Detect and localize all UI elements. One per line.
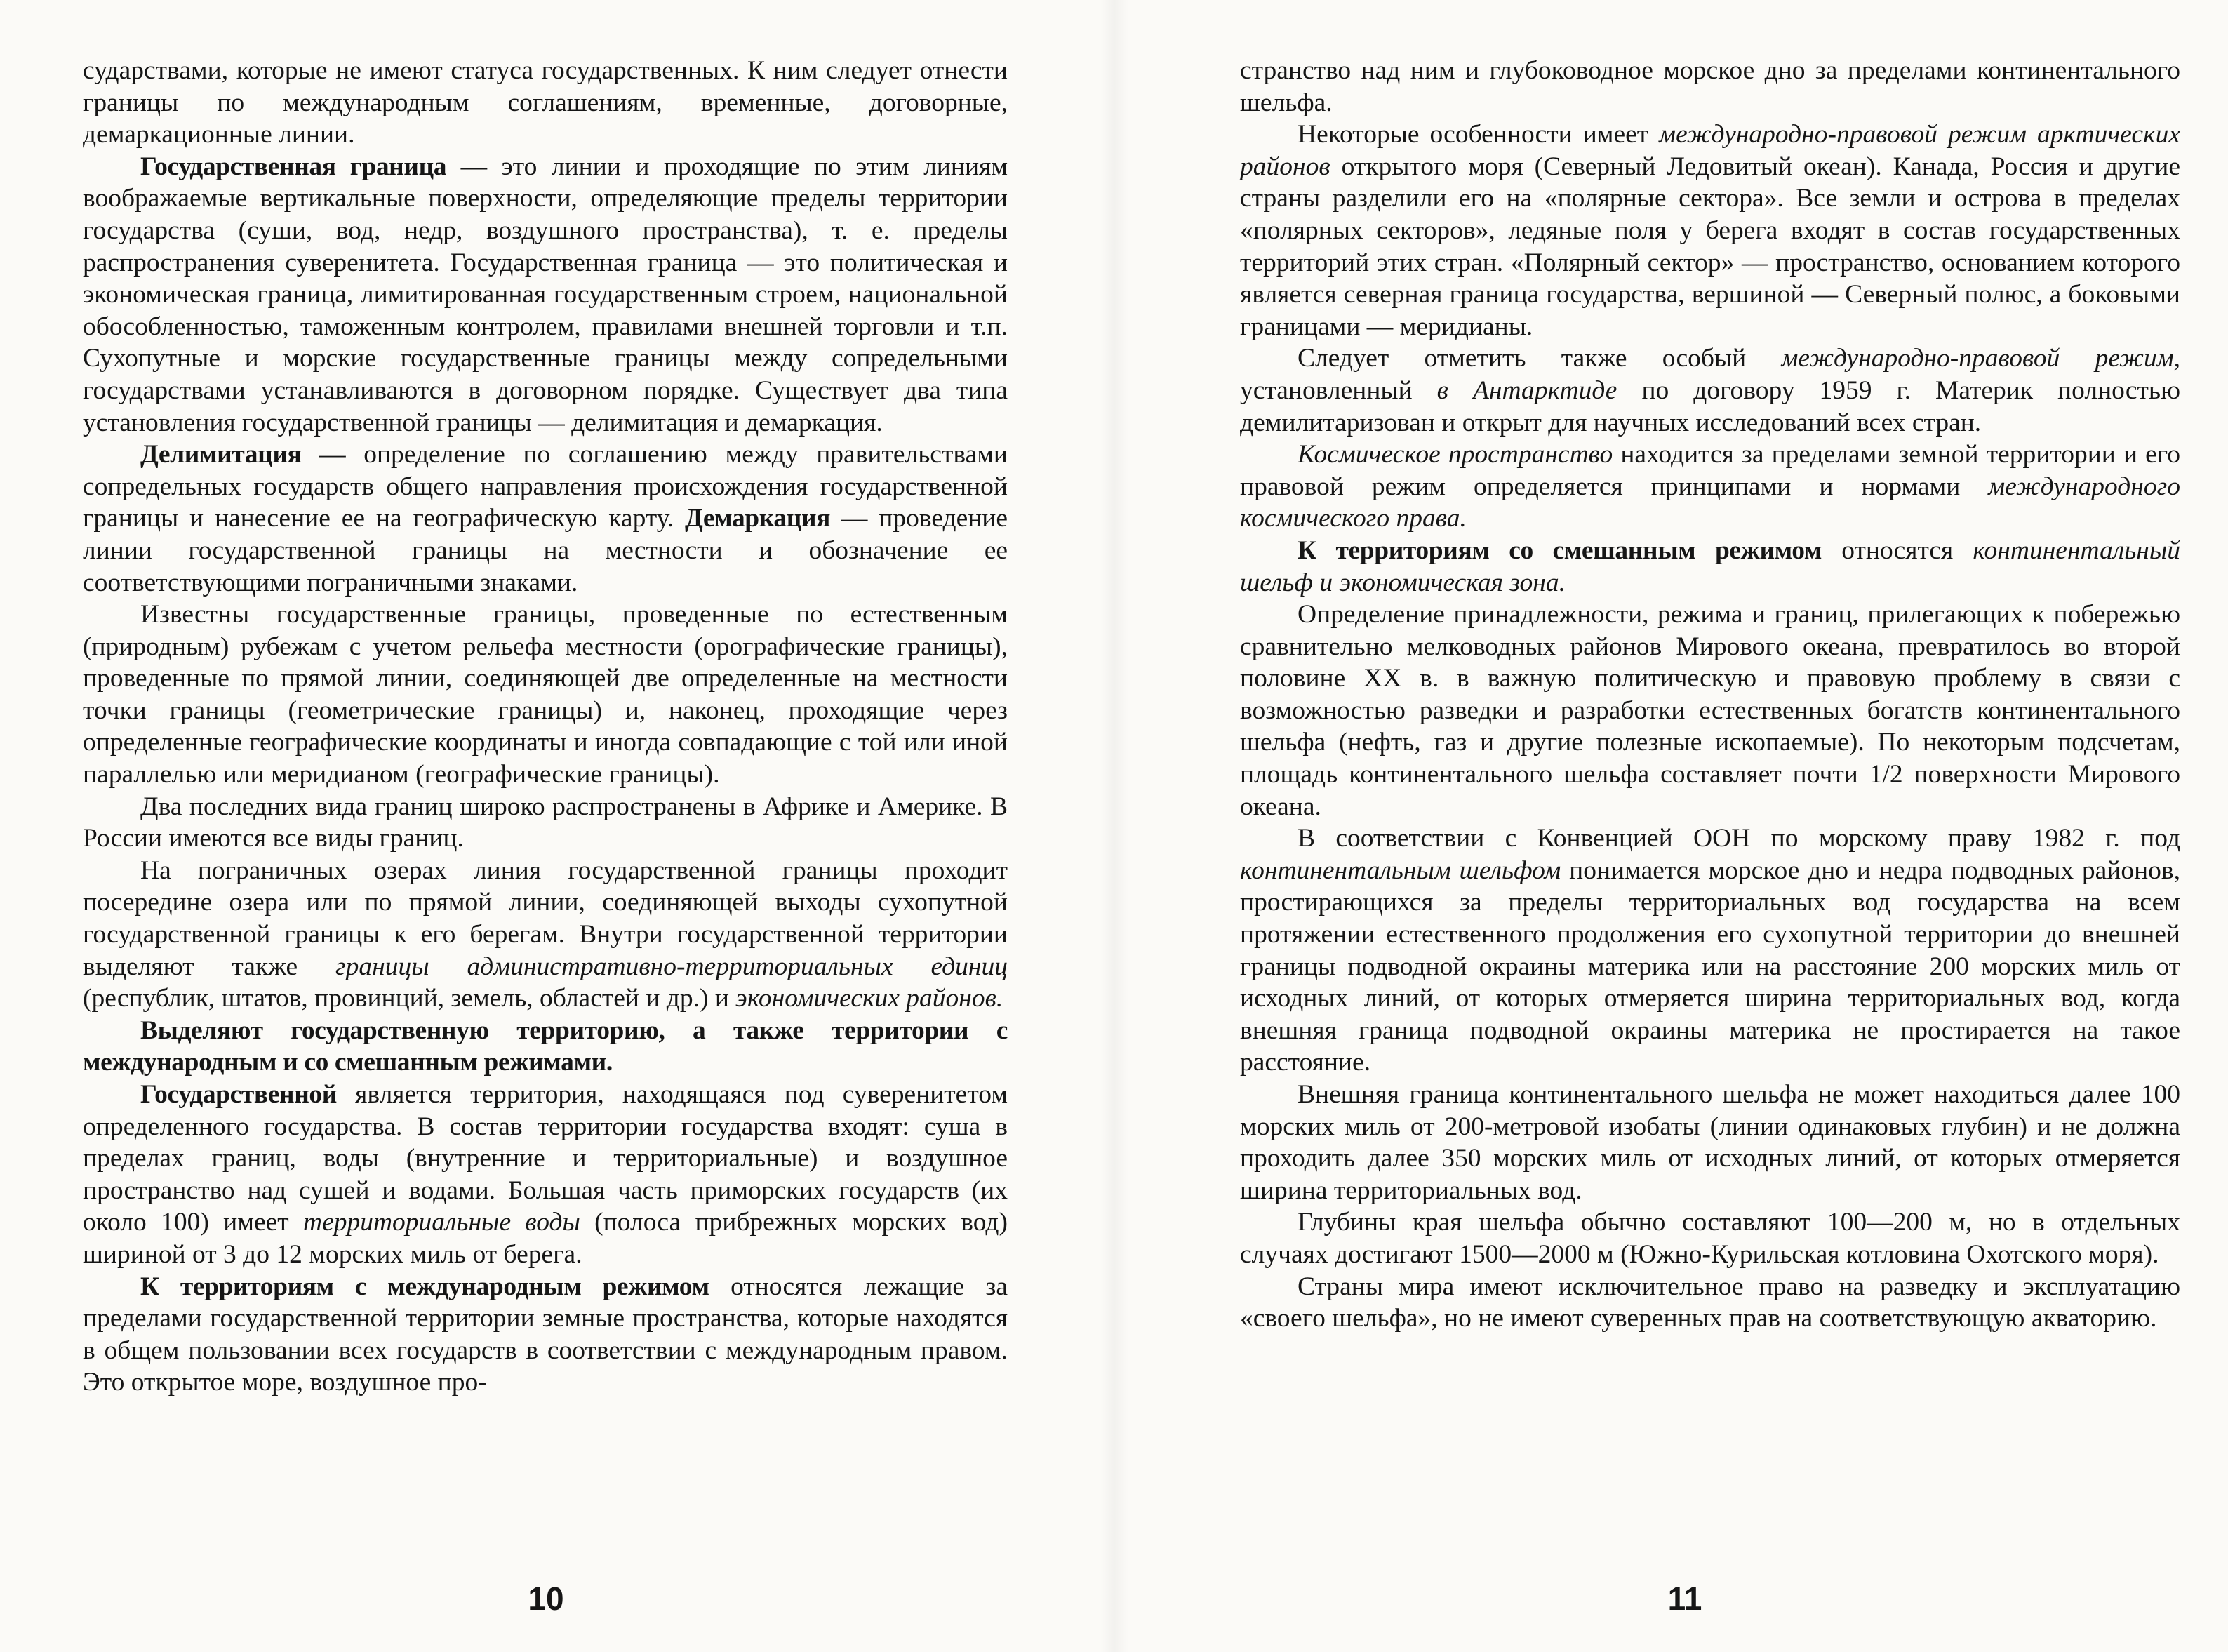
paragraph-bold-statement bbox=[83, 1015, 1008, 1079]
paragraph-space bbox=[1240, 439, 2180, 535]
paragraph bbox=[1240, 55, 2180, 119]
term-italic: экономических районов. bbox=[735, 984, 1003, 1013]
paragraph-text: Известны государственные границы, проведенные по естественным (природным) рубежам с учетом рельефа местности (орографические границы), проведенные по прямой линии, соединяющей две определенные на местности точки границы (геометрические границы) и, наконец, проходящие через определенные географические координаты и иногда совпадающие с той или иной параллелью или меридианом (географические границы). bbox=[83, 600, 1008, 790]
paragraph-text: Следует отметить также особый bbox=[1298, 344, 1782, 373]
term-italic: в Антарктиде bbox=[1436, 375, 1617, 405]
left-page-text bbox=[83, 55, 1008, 1399]
term-italic: международного космического права. bbox=[1240, 472, 2180, 533]
left-page bbox=[83, 55, 1008, 1620]
paragraph-delimitation bbox=[83, 439, 1008, 599]
term-italic: континентальным шельфом bbox=[1240, 855, 1561, 885]
paragraph-text: является территория, находящаяся под суверенитетом определенного государства. В состав территории государства входят: суша в пределах границ, воды (внутренние и территориальные) и воздушное пространство над сушей и водами. Большая часть приморских государств (их около 100) имеет bbox=[83, 1080, 1008, 1237]
term-bold: Государственная граница bbox=[140, 152, 447, 181]
paragraph-text: На пограничных озерах линия государственной границы проходит посередине озера или по прямой линии, соединяющей выходы сухопутной государственной границы к его берегам. Внутри государственной территории выделяют также bbox=[83, 855, 1008, 981]
paragraph-state-territory bbox=[83, 1079, 1008, 1271]
paragraph-text: Определение принадлежности, режима и границ, прилегающих к побережью сравнительно мелководных районов Мирового океана, превратилось во второй половине XX в. в важную политическую и правовую проблему в связи с возможностью разведки и разработки естественных богатств континентального шельфа (нефть, газ и другие полезные ископаемые). По некоторым подсчетам, площадь континентального шельфа составляет почти 1/2 поверхности Мирового океана. bbox=[1240, 600, 2180, 821]
term-italic: территориальные воды bbox=[302, 1208, 580, 1237]
term-italic: международно-правовой режим, bbox=[1781, 344, 2180, 373]
term-bold: К территориям с международным режимом bbox=[140, 1272, 709, 1301]
paragraph-continental-shelf bbox=[1240, 822, 2180, 1079]
paragraph-text: — определение по соглашению между правительствами сопредельных государств общего направления происхождения государственной границы и нанесение ее на географическую карту. bbox=[83, 440, 1008, 533]
paragraph-text: Страны мира имеют исключительное право на разведку и эксплуатацию «своего шельфа», но не имеют суверенных прав на соответствующую акваторию. bbox=[1240, 1272, 2180, 1333]
right-page bbox=[1240, 55, 2180, 1620]
paragraph bbox=[1240, 599, 2180, 822]
paragraph-text: (республик, штатов, провинций, земель, областей и др.) и bbox=[83, 984, 736, 1013]
paragraph-text: Глубины края шельфа обычно составляют 100—200 м, но в отдельных случаях достигают 1500—2000 м (Южно-Курильская котловина Охотского моря). bbox=[1240, 1208, 2180, 1269]
term-italic: Космическое пространство bbox=[1298, 440, 1613, 469]
paragraph-text: Некоторые особенности имеет bbox=[1298, 120, 1660, 149]
paragraph bbox=[1240, 1079, 2180, 1206]
book-gutter bbox=[1100, 0, 1128, 1652]
paragraph-text: сударствами, которые не имеют статуса государственных. К ним следует отнести границы по международным соглашениям, временные, договорные, демаркационные линии. bbox=[83, 56, 1008, 149]
paragraph bbox=[1240, 1206, 2180, 1270]
paragraph-text: — это линии и проходящие по этим линиям воображаемые вертикальные поверхности, определяющие пределы территории государства (суши, вод, недр, воздушного пространства), т. е. пределы распространения суверенитета. Государственная граница — это политическая и экономическая граница, лимитированная государственным строем, национальной обособленностью, таможенным контролем, правилами внешней торговли и т.п. Сухопутные и морские государственные границы между сопредельными государствами устанавливаются в договорном порядке. Существует два типа установления государственной границы — делимитация и демаркация. bbox=[83, 152, 1008, 437]
paragraph-text: относятся лежащие за пределами государственной территории земные пространства, которые находятся в общем пользовании всех государств в соответствии с международным правом. Это открытое море, воздушное про- bbox=[83, 1272, 1008, 1397]
term-italic: границы административно-территориальных единиц bbox=[335, 952, 1008, 981]
paragraph-text: Внешняя граница континентального шельфа не может находиться далее 100 морских миль от 200-метровой изобаты (линии одинаковых глубин) и не должна проходить далее 350 морских миль от исходных линий, от которых отмеряется ширина территориальных вод. bbox=[1240, 1080, 2180, 1205]
page-number: 10 bbox=[528, 1580, 564, 1617]
term-bold: Демаркация bbox=[684, 504, 831, 533]
page-number: 11 bbox=[1667, 1580, 1702, 1617]
right-page-text bbox=[1240, 55, 2180, 1335]
paragraph-text: относятся bbox=[1822, 535, 1973, 565]
paragraph-text: Два последних вида границ широко распространены в Африке и Америке. В России имеются все виды границ. bbox=[83, 792, 1008, 853]
paragraph-mixed-regime bbox=[1240, 535, 2180, 599]
paragraph-international-regime bbox=[83, 1271, 1008, 1399]
paragraph-text: странство над ним и глубоководное морское дно за пределами континентального шельфа. bbox=[1240, 56, 2180, 117]
paragraph-text: установленный bbox=[1240, 375, 1437, 405]
term-bold: К территориям со смешанным режимом bbox=[1298, 535, 1822, 565]
paragraph-state-border bbox=[83, 151, 1008, 439]
paragraph bbox=[83, 55, 1008, 151]
paragraph-text: по договору 1959 г. Материк полностью демилитаризован и открыт для научных исследований всех стран. bbox=[1240, 375, 2180, 437]
paragraph-text: (полоса прибрежных морских вод) шириной от 3 до 12 морских миль от берега. bbox=[83, 1208, 1008, 1269]
paragraph-antarctica bbox=[1240, 342, 2180, 439]
paragraph bbox=[83, 599, 1008, 791]
paragraph-text: открытого моря (Северный Ледовитый океан). Канада, Россия и другие страны разделили его на «полярные сектора». Все земли и острова в пределах «полярных секторов», ледяные поля у берега входят в состав государственных территорий этих стран. «Полярный сектор» — пространство, основанием которого является северная граница государства, вершиной — Северный полюс, а боковыми границами — меридианы. bbox=[1240, 152, 2180, 341]
term-bold: Делимитация bbox=[140, 440, 302, 469]
paragraph-text: В соответствии с Конвенцией ООН по морскому праву 1982 г. под bbox=[1298, 824, 2180, 853]
paragraph-text: понимается морское дно и недра подводных районов, простирающихся за пределы территориальных вод государства на всем протяжении естественного продолжения его сухопутной территории до внешней границы подводной окраины материка или на расстояние 200 морских миль от исходных линий, от которых отмеряется ширина территориальных вод, когда внешняя граница подводной окраины материка не простирается на такое расстояние. bbox=[1240, 855, 2180, 1077]
term-bold: Выделяют государственную территорию, а также территории с международным и со смешанным режимами. bbox=[83, 1015, 1008, 1077]
paragraph bbox=[83, 791, 1008, 855]
paragraph bbox=[1240, 1271, 2180, 1335]
paragraph-arctic bbox=[1240, 119, 2180, 342]
paragraph-text: — проведение линии государственной границы на местности и обозначение ее соответствующими пограничными знаками. bbox=[83, 504, 1008, 597]
paragraph bbox=[83, 855, 1008, 1015]
paragraph-text: находится за пределами земной территории и его правовой режим определяется принципами и нормами bbox=[1240, 440, 2180, 501]
term-italic: континентальный шельф и экономическая зона. bbox=[1240, 535, 2181, 597]
term-italic: международно-правовой режим арктических районов bbox=[1240, 120, 2181, 181]
term-bold: Государственной bbox=[140, 1080, 337, 1109]
